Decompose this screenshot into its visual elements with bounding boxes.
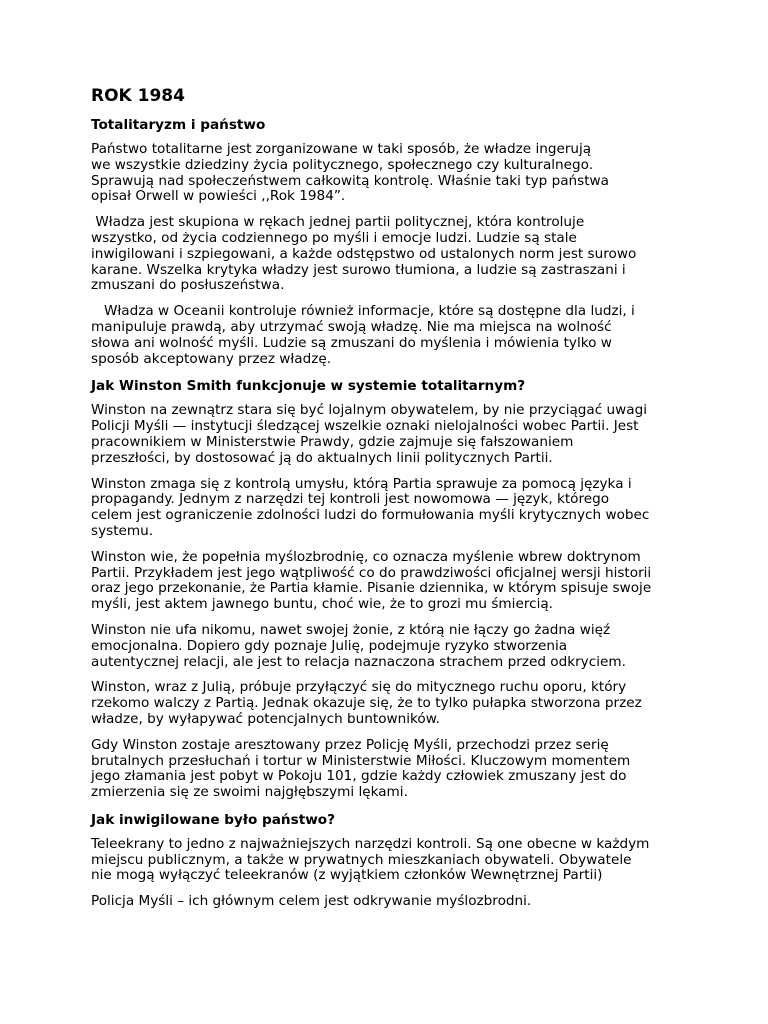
paragraph — [91, 142, 691, 205]
text-line: Władza w Oceanii kontroluje również informacje, które są dostępne dla ludzi, i — [91, 303, 635, 320]
text-line: myśli, jest aktem jawnego buntu, choć wie, że to grozi mu śmiercią. — [91, 596, 554, 613]
text-line: inwigilowani i szpiegowani, a każde odstępstwo od ustalonych norm jest surowo — [91, 245, 637, 262]
text-line: rzekomo walczy z Partią. Jednak okazuje się, że to tylko pułapka stworzona przez — [91, 695, 642, 712]
text-line: Policji Myśli — instytucji śledzącej wszelkie oznaki nielojalności wobec Partii. Jest — [91, 418, 639, 435]
section-heading: Totalitaryzm i państwo — [91, 117, 266, 133]
document-body — [91, 116, 691, 910]
text-line: oraz jego przekonanie, że Partia kłamie. Pisanie dziennika, w którym spisuje swoje — [91, 580, 652, 597]
paragraph — [91, 837, 691, 884]
text-line: Winston na zewnątrz stara się być lojalnym obywatelem, by nie przyciągać uwagi — [91, 402, 648, 419]
paragraph — [91, 623, 691, 670]
paragraph — [91, 477, 691, 540]
text-line: propagandy. Jednym z narzędzi tej kontroli jest nowomowa — język, którego — [91, 491, 610, 508]
paragraph — [91, 738, 691, 801]
paragraph — [91, 894, 691, 910]
text-line: zmuszani do posłuszeństwa. — [91, 277, 285, 294]
text-line: autentycznej relacji, ale jest to relacja naznaczona strachem przed odkryciem. — [91, 653, 626, 670]
paragraph — [91, 680, 691, 727]
section-heading: Jak inwigilowane było państwo? — [91, 811, 335, 828]
text-line: sposób akceptowany przez władzę. — [91, 350, 332, 367]
text-line: Winston wie, że popełnia myślozbrodnię, co oznacza myślenie wbrew doktrynom — [91, 548, 641, 565]
text-line: systemu. — [91, 522, 154, 539]
text-line: jego złamania jest pobyt w Pokoju 101, gdzie każdy człowiek zmuszany jest do — [91, 768, 627, 785]
text-line: manipuluje prawdą, aby utrzymać swoją władzę. Nie ma miejsca na wolność — [91, 318, 612, 335]
section-heading: Jak Winston Smith funkcjonuje w systemie totalitarnym? — [91, 378, 526, 395]
text-line: Policja Myśli – ich głównym celem jest odkrywanie myślozbrodni. — [91, 893, 532, 910]
text-line: Partii. Przykładem jest jego wątpliwość co do prawdziwości oficjalnej wersji historii — [91, 564, 652, 581]
text-line: emocjonalna. Dopiero gdy poznaje Julię, podejmuje ryzyko stworzenia — [91, 637, 568, 654]
text-line: celem jest ograniczenie zdolności ludzi do formułowania myśli krytycznych wobec — [91, 507, 650, 524]
text-line: brutalnych przesłuchań i tortur w Ministerstwie Miłości. Kluczowym momentem — [91, 752, 631, 769]
document-page — [91, 86, 691, 920]
text-line: zmierzenia się ze swoimi najgłębszymi lękami. — [91, 784, 408, 801]
text-line: władze, by wyłapywać potencjalnych buntowników. — [91, 710, 440, 727]
document-title: ROK 1984 — [91, 86, 185, 106]
text-line: opisał Orwell w powieści ,,Rok 1984”. — [91, 188, 346, 205]
text-line: Państwo totalitarne jest zorganizowane w taki sposób, że władze ingerują — [91, 141, 592, 157]
text-line: nie mogą wyłączyć teleekranów (z wyjątkiem członków Wewnętrznej Partii) — [91, 867, 603, 884]
text-line: pracownikiem w Ministerstwie Prawdy, gdzie zajmuje się fałszowaniem — [91, 433, 574, 450]
text-line: miejscu publicznym, a także w prywatnych mieszkaniach obywateli. Obywatele — [91, 851, 632, 868]
paragraph — [91, 304, 691, 367]
text-line: słowa ani wolność myśli. Ludzie są zmuszani do myślenia i mówienia tylko w — [91, 334, 612, 351]
paragraph — [91, 403, 691, 466]
text-line: Władza jest skupiona w rękach jednej partii politycznej, która kontroluje — [91, 214, 585, 231]
text-line: Winston nie ufa nikomu, nawet swojej żonie, z którą nie łączy go żadna więź — [91, 621, 611, 638]
paragraph — [91, 215, 691, 294]
text-line: Winston, wraz z Julią, próbuje przyłączyć się do mitycznego ruchu oporu, który — [91, 679, 627, 696]
text-line: Teleekrany to jedno z najważniejszych narzędzi kontroli. Są one obecne w każdym — [91, 835, 650, 852]
text-line: karane. Wszelka krytyka władzy jest surowo tłumiona, a ludzie są zastraszani i — [91, 261, 626, 278]
paragraph — [91, 550, 691, 613]
text-line: we wszystkie dziedziny życia politycznego, społecznego czy kulturalnego. — [91, 156, 594, 173]
text-line: Gdy Winston zostaje aresztowany przez Policję Myśli, przechodzi przez serię — [91, 736, 609, 753]
text-line: Sprawują nad społeczeństwem całkowitą kontrolę. Właśnie taki typ państwa — [91, 172, 610, 189]
text-line: przeszłości, by dostosować ją do aktualnych linii politycznych Partii. — [91, 449, 553, 466]
text-line: Winston zmaga się z kontrolą umysłu, którą Partia sprawuje za pomocą języka i — [91, 475, 632, 492]
text-line: wszystko, od życia codziennego po myśli i emocje ludzi. Ludzie są stale — [91, 229, 577, 246]
